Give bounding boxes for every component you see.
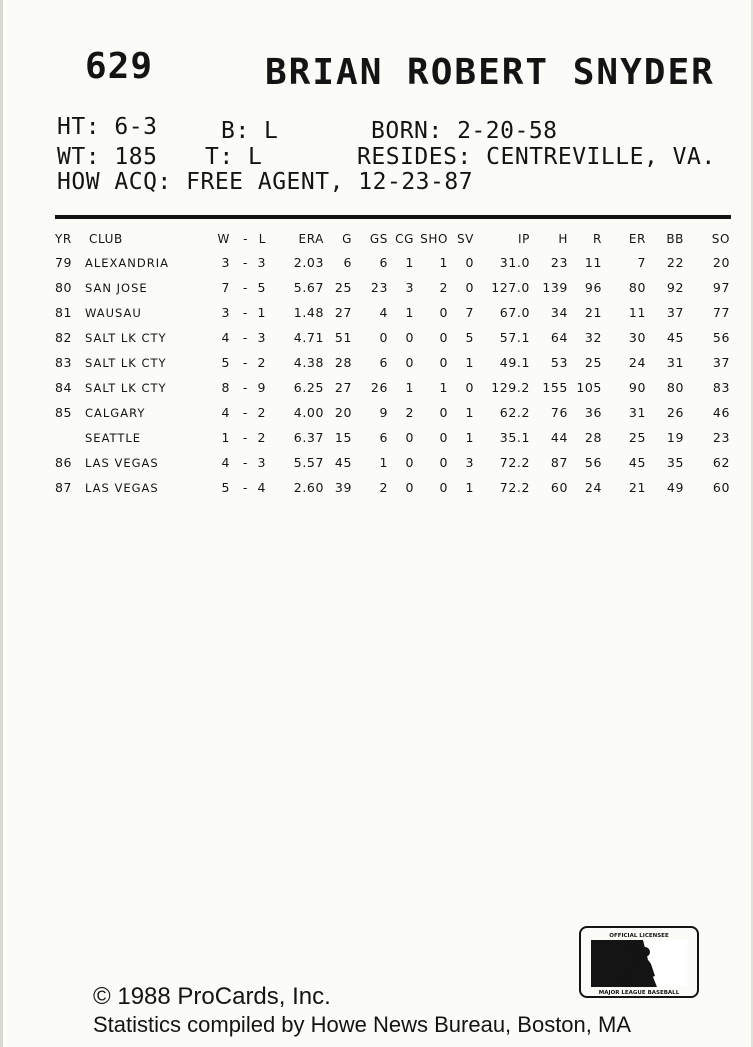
cell-g: 39 (334, 480, 352, 495)
table-row (51, 400, 733, 425)
col-header-sho: SHO (420, 232, 448, 246)
cell-yr: 79 (55, 255, 73, 270)
cell-l: 9 (257, 380, 266, 395)
cell-r: 25 (584, 355, 602, 370)
mlb-batter-silhouette-icon (581, 928, 697, 996)
cell-sv: 1 (465, 430, 474, 445)
table-row (51, 350, 733, 375)
cell-dash: - (242, 355, 248, 370)
cell-l: 2 (257, 430, 266, 445)
cell-r: 32 (584, 330, 602, 345)
cell-so: 62 (712, 455, 730, 470)
cell-gs: 2 (379, 480, 388, 495)
how-acquired: HOW ACQ: FREE AGENT, 12-23-87 (57, 169, 474, 195)
col-header-sv: SV (456, 232, 474, 246)
cell-club: SALT LK CTY (85, 330, 167, 345)
cell-gs: 6 (379, 355, 388, 370)
cell-g: 45 (334, 455, 352, 470)
cell-bb: 45 (666, 330, 684, 345)
cell-er: 24 (628, 355, 646, 370)
cell-l: 2 (257, 355, 266, 370)
cell-dash: - (242, 480, 248, 495)
cell-yr: 80 (55, 280, 73, 295)
cell-yr: 84 (55, 380, 73, 395)
cell-sv: 1 (465, 405, 474, 420)
col-header-er: ER (628, 232, 646, 246)
cell-sho: 1 (439, 380, 448, 395)
cell-so: 46 (712, 405, 730, 420)
cell-club: WAUSAU (85, 305, 142, 320)
cell-era: 5.57 (293, 455, 324, 470)
cell-bb: 31 (666, 355, 684, 370)
cell-er: 80 (628, 280, 646, 295)
cell-cg: 0 (405, 480, 414, 495)
cell-cg: 3 (405, 280, 414, 295)
cell-er: 45 (628, 455, 646, 470)
cell-l: 4 (257, 480, 266, 495)
col-header-w: W (217, 232, 230, 246)
cell-w: 5 (221, 355, 230, 370)
cell-r: 56 (584, 455, 602, 470)
cell-ip: 67.0 (499, 305, 530, 320)
cell-l: 3 (257, 455, 266, 470)
cell-era: 1.48 (293, 305, 324, 320)
stats-header-row (51, 228, 733, 250)
cell-era: 6.37 (293, 430, 324, 445)
cell-h: 44 (550, 430, 568, 445)
cell-cg: 1 (405, 305, 414, 320)
cell-so: 23 (712, 430, 730, 445)
cell-sho: 0 (439, 480, 448, 495)
cell-bb: 49 (666, 480, 684, 495)
cell-era: 4.71 (293, 330, 324, 345)
col-header-dash: - (243, 232, 248, 246)
cell-r: 11 (584, 255, 602, 270)
player-name: BRIAN ROBERT SNYDER (265, 52, 715, 93)
table-row (51, 275, 733, 300)
cell-g: 51 (334, 330, 352, 345)
cell-er: 90 (628, 380, 646, 395)
cell-so: 97 (712, 280, 730, 295)
col-header-so: SO (711, 232, 730, 246)
cell-l: 3 (257, 330, 266, 345)
cell-gs: 6 (379, 255, 388, 270)
cell-h: 53 (550, 355, 568, 370)
cell-sv: 0 (465, 280, 474, 295)
cell-er: 21 (628, 480, 646, 495)
cell-ip: 72.2 (499, 455, 530, 470)
col-header-club: CLUB (89, 232, 123, 246)
cell-h: 87 (550, 455, 568, 470)
col-header-era: ERA (298, 232, 324, 246)
cell-club: LAS VEGAS (85, 455, 159, 470)
cell-dash: - (242, 280, 248, 295)
cell-sv: 0 (465, 255, 474, 270)
cell-bb: 37 (666, 305, 684, 320)
cell-dash: - (242, 455, 248, 470)
cell-r: 105 (576, 380, 602, 395)
cell-r: 21 (584, 305, 602, 320)
cell-dash: - (242, 430, 248, 445)
col-header-r: R (593, 232, 602, 246)
cell-era: 5.67 (293, 280, 324, 295)
cell-h: 34 (550, 305, 568, 320)
cell-yr: 85 (55, 405, 73, 420)
height: HT: 6-3 (57, 114, 158, 140)
cell-r: 96 (584, 280, 602, 295)
cell-dash: - (242, 380, 248, 395)
cell-so: 83 (712, 380, 730, 395)
col-header-g: G (342, 232, 352, 246)
cell-er: 7 (637, 255, 646, 270)
cell-w: 1 (221, 430, 230, 445)
cell-w: 4 (221, 405, 230, 420)
cell-sho: 1 (439, 255, 448, 270)
cell-club: SALT LK CTY (85, 380, 167, 395)
cell-ip: 127.0 (491, 280, 530, 295)
cell-w: 8 (221, 380, 230, 395)
col-header-gs: GS (369, 232, 388, 246)
cell-gs: 4 (379, 305, 388, 320)
cell-club: CALGARY (85, 405, 146, 420)
card-number: 629 (85, 46, 154, 87)
cell-h: 76 (550, 405, 568, 420)
col-header-l: L (258, 232, 266, 246)
cell-dash: - (242, 305, 248, 320)
cell-yr: 86 (55, 455, 73, 470)
cell-g: 20 (334, 405, 352, 420)
cell-cg: 0 (405, 355, 414, 370)
cell-l: 3 (257, 255, 266, 270)
col-header-yr: YR (55, 232, 72, 246)
cell-h: 23 (550, 255, 568, 270)
cell-r: 24 (584, 480, 602, 495)
cell-dash: - (242, 255, 248, 270)
cell-sv: 1 (465, 355, 474, 370)
cell-cg: 2 (405, 405, 414, 420)
cell-bb: 22 (666, 255, 684, 270)
cell-r: 36 (584, 405, 602, 420)
col-header-bb: BB (666, 232, 684, 246)
born: BORN: 2-20-58 (371, 118, 558, 144)
cell-w: 3 (221, 255, 230, 270)
cell-era: 6.25 (293, 380, 324, 395)
cell-era: 4.38 (293, 355, 324, 370)
copyright: © 1988 ProCards, Inc. (93, 983, 331, 1010)
cell-w: 4 (221, 455, 230, 470)
cell-ip: 35.1 (499, 430, 530, 445)
table-row (51, 425, 733, 450)
cell-gs: 6 (379, 430, 388, 445)
cell-ip: 129.2 (491, 380, 530, 395)
weight: WT: 185 (57, 144, 158, 170)
cell-so: 60 (712, 480, 730, 495)
col-header-h: H (558, 232, 568, 246)
cell-sho: 0 (439, 330, 448, 345)
cell-l: 2 (257, 405, 266, 420)
cell-bb: 35 (666, 455, 684, 470)
cell-cg: 0 (405, 330, 414, 345)
cell-sho: 0 (439, 355, 448, 370)
cell-g: 6 (343, 255, 352, 270)
cell-gs: 0 (379, 330, 388, 345)
cell-w: 5 (221, 480, 230, 495)
cell-so: 37 (712, 355, 730, 370)
cell-h: 64 (550, 330, 568, 345)
cell-club: LAS VEGAS (85, 480, 159, 495)
stats-body (51, 250, 733, 500)
cell-ip: 49.1 (499, 355, 530, 370)
cell-w: 4 (221, 330, 230, 345)
col-header-cg: CG (395, 232, 414, 246)
stats-credit: Statistics compiled by Howe News Bureau, Boston, MA (93, 1012, 632, 1037)
cell-yr: 82 (55, 330, 73, 345)
table-row (51, 450, 733, 475)
cell-club: SAN JOSE (85, 280, 148, 295)
cell-cg: 0 (405, 455, 414, 470)
mlb-logo (579, 926, 699, 998)
cell-ip: 31.0 (499, 255, 530, 270)
logo-top-text: OFFICIAL LICENSEE (609, 933, 669, 939)
cell-sho: 0 (439, 305, 448, 320)
cell-cg: 0 (405, 430, 414, 445)
cell-sho: 0 (439, 455, 448, 470)
cell-h: 139 (542, 280, 568, 295)
cell-ip: 57.1 (499, 330, 530, 345)
table-row (51, 300, 733, 325)
cell-era: 2.03 (293, 255, 324, 270)
cell-club: SALT LK CTY (85, 355, 167, 370)
cell-g: 28 (334, 355, 352, 370)
cell-er: 31 (628, 405, 646, 420)
cell-so: 20 (712, 255, 730, 270)
cell-yr: 87 (55, 480, 73, 495)
cell-l: 1 (257, 305, 266, 320)
cell-ip: 62.2 (499, 405, 530, 420)
header-rule (55, 215, 731, 219)
cell-g: 27 (334, 305, 352, 320)
cell-sv: 7 (465, 305, 474, 320)
cell-yr: 81 (55, 305, 73, 320)
cell-gs: 23 (370, 280, 388, 295)
cell-h: 60 (550, 480, 568, 495)
cell-era: 4.00 (293, 405, 324, 420)
cell-sv: 0 (465, 380, 474, 395)
col-header-ip: IP (518, 232, 530, 246)
cell-sv: 3 (465, 455, 474, 470)
cell-dash: - (242, 330, 248, 345)
table-row (51, 250, 733, 275)
cell-er: 11 (628, 305, 646, 320)
cell-sv: 1 (465, 480, 474, 495)
cell-sho: 0 (439, 430, 448, 445)
cell-sho: 2 (439, 280, 448, 295)
cell-yr (51, 425, 85, 450)
cell-gs: 9 (379, 405, 388, 420)
cell-so: 77 (712, 305, 730, 320)
cell-yr: 83 (55, 355, 73, 370)
cell-bb: 26 (666, 405, 684, 420)
cell-r: 28 (584, 430, 602, 445)
cell-sv: 5 (465, 330, 474, 345)
logo-bottom-text: MAJOR LEAGUE BASEBALL (598, 990, 680, 996)
cell-er: 25 (628, 430, 646, 445)
cell-g: 25 (334, 280, 352, 295)
cell-bb: 92 (666, 280, 684, 295)
cell-g: 15 (334, 430, 352, 445)
resides: RESIDES: CENTREVILLE, VA. (357, 144, 716, 170)
cell-er: 30 (628, 330, 646, 345)
bats: B: L (221, 118, 279, 144)
cell-so: 56 (712, 330, 730, 345)
table-row (51, 375, 733, 400)
cell-w: 3 (221, 305, 230, 320)
throws: T: L (205, 144, 263, 170)
cell-l: 5 (257, 280, 266, 295)
cell-w: 7 (221, 280, 230, 295)
cell-era: 2.60 (293, 480, 324, 495)
cell-cg: 1 (405, 380, 414, 395)
cell-gs: 26 (370, 380, 388, 395)
cell-h: 155 (542, 380, 568, 395)
table-row (51, 325, 733, 350)
cell-bb: 80 (666, 380, 684, 395)
cell-g: 27 (334, 380, 352, 395)
cell-club: SEATTLE (85, 430, 142, 445)
cell-gs: 1 (379, 455, 388, 470)
cell-ip: 72.2 (499, 480, 530, 495)
cell-cg: 1 (405, 255, 414, 270)
stats-table (51, 228, 733, 500)
cell-club: ALEXANDRIA (85, 255, 169, 270)
cell-bb: 19 (666, 430, 684, 445)
cell-dash: - (242, 405, 248, 420)
table-row (51, 475, 733, 500)
cell-sho: 0 (439, 405, 448, 420)
